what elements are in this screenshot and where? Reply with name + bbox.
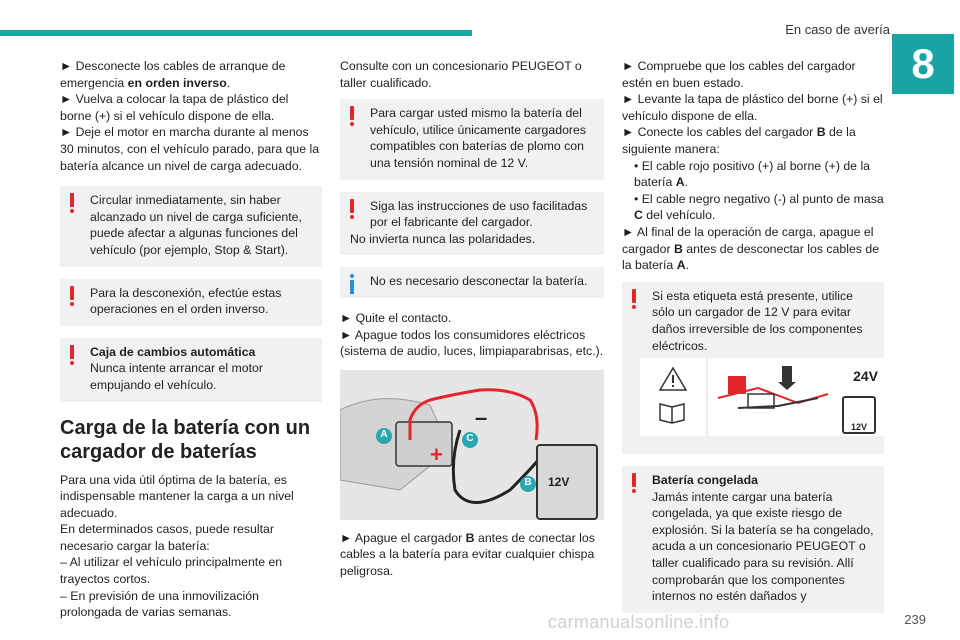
warning-note-compatible-chargers: Para cargar usted mismo la batería del vehículo, utilice únicamente cargadores compatibles con baterías de plomo con una tensión nominal de 12 V. <box>340 99 604 179</box>
instruction-connect-cables: ► Conecte los cables del cargador B de la siguiente manera: <box>622 125 856 156</box>
label-charger-panel <box>708 358 886 436</box>
dash-item: – En previsión de una inmovilización prolongada de varias semanas. <box>60 588 259 620</box>
column-2 <box>340 58 604 580</box>
warning-icon <box>69 286 75 306</box>
label-warning-panel <box>640 358 706 436</box>
label-a-battery: A <box>376 428 392 444</box>
body-text: Consulte con un concesionario PEUGEOT o taller cualificado. <box>340 59 582 90</box>
body-text: Para una vida útil óptima de la batería, es indispensable mantener la carga a un nivel adecuado. <box>60 472 294 520</box>
warning-note-automatic-gearbox: Caja de cambios automática Nunca intente arrancar el motor empujando el vehículo. <box>60 338 322 402</box>
label-b-charger: B <box>520 476 536 492</box>
voltage-24v-crossed: 24V <box>853 368 878 385</box>
watermark-url: carmanualsonline.info <box>548 612 730 632</box>
instruction-replace-cover: ► Vuelva a colocar la tapa de plástico del borne (+) si el vehículo dispone de ella. <box>60 92 289 123</box>
instruction-lift-cover: ► Levante la tapa de plástico del borne (+) si el vehículo dispone de ella. <box>622 92 883 123</box>
instruction-disconnect: ► Desconecte los cables de arranque de emergencia en orden inverso. <box>60 59 286 90</box>
label-c-ground: C <box>462 432 478 448</box>
warning-note-instructions: Siga las instrucciones de uso facilitadas por el fabricante del cargador. No invierta nunca las polaridades. <box>340 192 604 256</box>
warning-icon <box>349 106 355 126</box>
caution-and-manual-icons <box>640 358 706 436</box>
instruction-switch-off-charger: ► Apague el cargador B antes de conectar los cables a la batería para evitar cualquier chispa peligrosa. <box>340 530 595 578</box>
warning-icon <box>349 199 355 219</box>
section-header-title: En caso de avería <box>785 22 890 37</box>
column-1 <box>60 58 322 621</box>
instruction-run-engine: ► Deje el motor en marcha durante al menos 30 minutos, con el vehículo parado, para que la batería alcance un nivel de carga adecuado. <box>60 125 320 173</box>
warning-note-frozen-battery: Batería congelada Jamás intente cargar una batería congelada, ya que existe riesgo de explosión. Si la batería se ha congelado, acuda a un concesionario PEUGEOT o taller cualificado para su revisión. Allí comprobarán que los componentes internos no estén dañados y <box>622 466 884 613</box>
warning-note-label-12v: Si esta etiqueta está presente, utilice sólo un cargador de 12 V para evitar daños irreversible de los componentes eléctricos. 24V 12V <box>622 282 884 454</box>
warning-note-disconnect-order: Para la desconexión, efectúe estas operaciones en el orden inverso. <box>60 279 322 326</box>
warning-note-driving: Circular inmediatamente, sin haber alcanzado un nivel de carga suficiente, puede afectar a algunas funciones del vehículo (por ejemplo, Stop & Start). <box>60 186 322 266</box>
svg-text:+: + <box>430 441 443 467</box>
page-number: 239 <box>904 612 926 627</box>
section-heading-charger: Carga de la batería con un cargador de baterías <box>60 416 311 463</box>
svg-text:–: – <box>475 404 488 430</box>
instruction-check-cables: ► Compruebe que los cables del cargador estén en buen estado. <box>622 59 856 90</box>
dash-item: – Al utilizar el vehículo principalmente en trayectos cortos. <box>60 555 283 587</box>
column-3 <box>622 58 884 625</box>
warning-icon <box>69 193 75 213</box>
warning-icon <box>631 289 637 309</box>
battery-charging-illustration <box>340 370 604 520</box>
charger-label-illustration <box>640 358 886 436</box>
sub-item-red-cable: • El cable rojo positivo (+) al borne (+) de la batería A. <box>634 158 871 190</box>
instruction-ignition-off: ► Quite el contacto. <box>340 310 452 325</box>
warning-icon <box>69 345 75 365</box>
info-note-no-disconnect: No es necesario desconectar la batería. <box>340 267 604 298</box>
chapter-number-badge: 8 <box>892 34 954 94</box>
instruction-switch-off-consumers: ► Apague todos los consumidores eléctricos (sistema de audio, luces, limpiaparabrisas, etc.). <box>340 327 604 359</box>
charger-device: 12V <box>536 444 598 520</box>
warning-icon <box>631 473 637 493</box>
instruction-end-charging: ► Al final de la operación de carga, apague el cargador B antes de desconectar los cables de la batería A. <box>622 224 880 273</box>
voltage-12v-battery: 12V <box>842 396 876 434</box>
header-accent-bar <box>0 30 472 36</box>
body-text: En determinados casos, puede resultar necesario cargar la batería: <box>60 522 274 553</box>
sub-item-black-cable: • El cable negro negativo (-) al punto de masa C del vehículo. <box>634 191 884 223</box>
info-icon <box>349 274 355 294</box>
